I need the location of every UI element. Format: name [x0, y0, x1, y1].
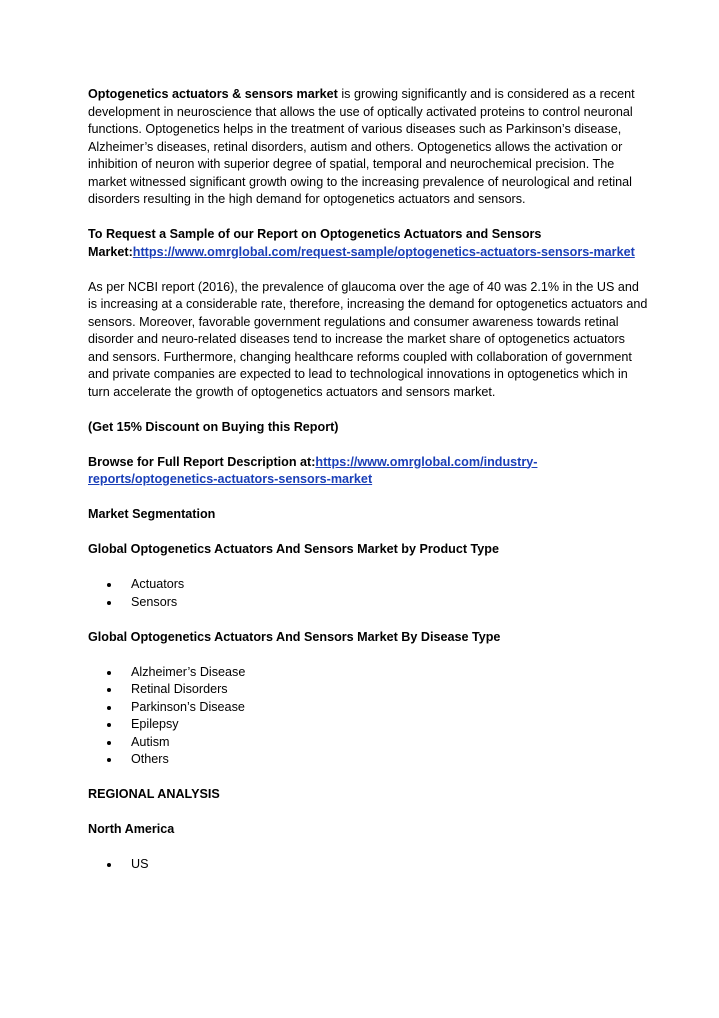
- browse-label: Browse for Full Report Description at:: [88, 454, 316, 469]
- list-item: US: [131, 856, 648, 874]
- north-america-list: [88, 856, 648, 874]
- north-america-heading: North America: [88, 822, 175, 836]
- sample-request-link[interactable]: https://www.omrglobal.com/request-sample/optogenetics-actuators-sensors-market: [132, 244, 635, 259]
- intro-text: is growing significantly and is considered as a recent development in neuroscience that allows the use of optically activated proteins to control neuronal functions. Optogenetics helps in the treatment of various diseases such as Parkinson’s disease, Alzheimer’s diseases, retinal disorders, autism and others. Optogenetics allows the activation or inhibition of neuron with superior degree of spatial, temporal and neurochemical precision. The market witnessed significant growth owing to the increasing prevalence of neurological and retinal disorders resulting in the high demand for optogenetics actuators and sensors.: [88, 87, 635, 206]
- list-item: Autism: [131, 734, 648, 752]
- list-item: Epilepsy: [131, 716, 648, 734]
- disease-type-heading: Global Optogenetics Actuators And Sensors Market By Disease Type: [88, 629, 501, 644]
- browse-link[interactable]: https://www.omrglobal.com/industry-reports/optogenetics-actuators-sensors-market: [88, 454, 538, 486]
- segmentation-heading: Market Segmentation: [88, 507, 216, 521]
- discount-note: (Get 15% Discount on Buying this Report): [88, 419, 339, 434]
- document-page: [88, 86, 648, 891]
- sample-request-label: To Request a Sample of our Report on Optogenetics Actuators and Sensors Market:: [88, 227, 542, 259]
- intro-paragraph: [88, 86, 648, 209]
- product-type-heading: Global Optogenetics Actuators And Sensors Market by Product Type: [88, 542, 499, 556]
- list-item: Actuators: [131, 576, 648, 594]
- list-item: Others: [131, 751, 648, 769]
- product-type-list: [88, 576, 648, 611]
- list-item: Sensors: [131, 594, 648, 612]
- browse-paragraph: [88, 454, 648, 489]
- regional-analysis-heading: REGIONAL ANALYSIS: [88, 787, 220, 801]
- ncbi-paragraph: As per NCBI report (2016), the prevalence of glaucoma over the age of 40 was 2.1% in the US and is increasing at a considerable rate, therefore, increasing the demand for optogenetics actuators and sensors. Moreover, favorable government regulations and consumer awareness towards retinal disorder and neuro-related diseases tend to increase the market share of optogenetics actuators and sensors. Furthermore, changing healthcare reforms coupled with collaboration of government and private companies are expected to lead to technological innovations in optogenetics which in turn accelerate the growth of optogenetics actuators and sensors market.: [88, 279, 648, 399]
- list-item: Parkinson’s Disease: [131, 699, 648, 717]
- disease-type-list: [88, 664, 648, 769]
- list-item: Alzheimer’s Disease: [131, 664, 648, 682]
- list-item: Retinal Disorders: [131, 681, 648, 699]
- intro-lead: Optogenetics actuators & sensors market: [88, 87, 338, 101]
- sample-request-paragraph: [88, 226, 648, 261]
